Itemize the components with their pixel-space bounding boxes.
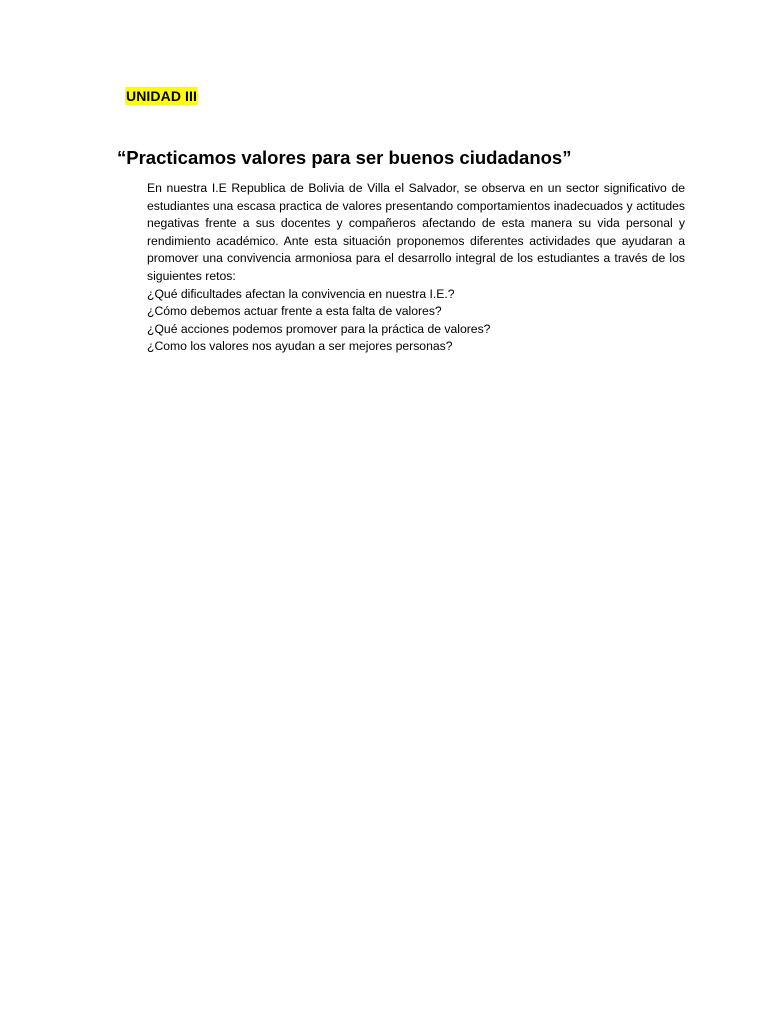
question-item: ¿Qué dificultades afectan la convivencia en nuestra I.E.? (147, 286, 455, 301)
body-text (147, 180, 685, 356)
question-item: ¿Cómo debemos actuar frente a esta falta de valores? (147, 304, 442, 319)
document-title: “Practicamos valores para ser buenos ciudadanos” (117, 147, 572, 168)
unit-label: UNIDAD III (126, 88, 197, 104)
intro-paragraph: En nuestra I.E Republica de Bolivia de Villa el Salvador, se observa en un sector significativo de estudiantes una escasa practica de valores presentando comportamientos inadecuados y actitudes negativas frente a sus docentes y compañeros afectando de esta manera su vida personal y rendimiento académico. Ante esta situación proponemos diferentes actividades que ayudaran a promover una convivencia armoniosa para el desarrollo integral de los estudiantes a través de los siguientes retos: (147, 181, 685, 283)
question-item: ¿Como los valores nos ayudan a ser mejores personas? (147, 339, 453, 354)
question-item: ¿Qué acciones podemos promover para la práctica de valores? (147, 321, 491, 336)
question-list (147, 286, 685, 356)
